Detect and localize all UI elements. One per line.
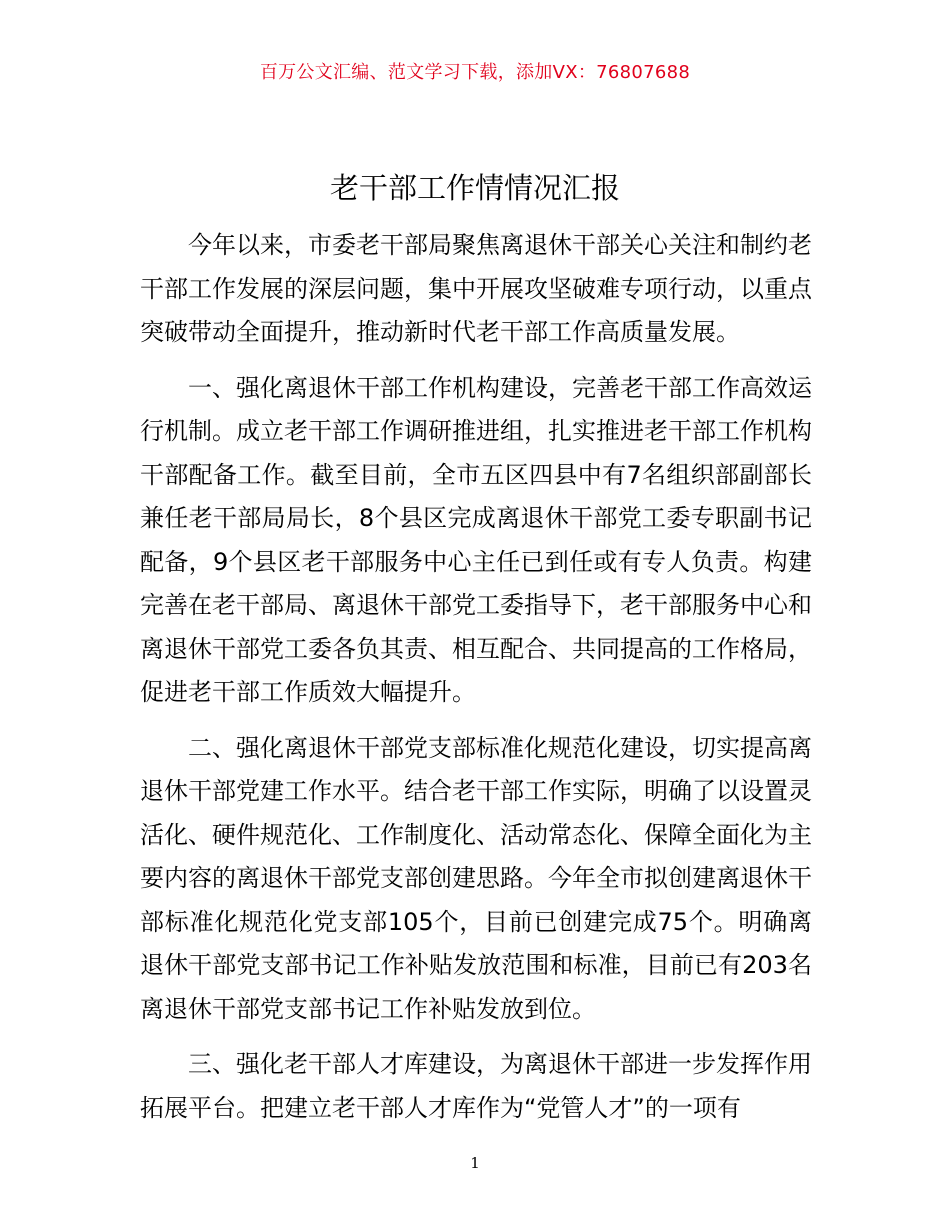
header-note: 百万公文汇编、范文学习下载，添加VX：76807688 xyxy=(259,62,691,83)
document-body xyxy=(140,224,812,1142)
paragraph-intro: 今年以来，市委老干部局聚焦离退休干部关心关注和制约老干部工作发展的深层问题，集中开展攻坚破难专项行动，以重点突破带动全面提升，推动新时代老干部工作高质量发展。 xyxy=(140,231,812,346)
paragraph-section-1: 一、强化离退休干部工作机构建设，完善老干部工作高效运行机制。成立老干部工作调研推进组，扎实推进老干部工作机构干部配备工作。截至目前，全市五区四县中有7名组织部副部长兼任老干部局局长，8个县区完成离退休干部党工委专职副书记配备，9个县区老干部服务中心主任已到任或有专人负责。构建完善在老干部局、离退休干部党工委指导下，老干部服务中心和离退休干部党工委各负其责、相互配合、共同提高的工作格局，促进老干部工作质效大幅提升。 xyxy=(140,373,812,706)
document-title: 老干部工作情情况汇报 xyxy=(329,171,620,205)
page-number: 1 xyxy=(470,1154,480,1172)
paragraph-section-3: 三、强化老干部人才库建设，为离退休干部进一步发挥作用拓展平台。把建立老干部人才库作为“党管人才”的一项有 xyxy=(140,1050,812,1122)
paragraph-section-2: 二、强化离退休干部党支部标准化规范化建设，切实提高离退休干部党建工作水平。结合老干部工作实际，明确了以设置灵活化、硬件规范化、工作制度化、活动常态化、保障全面化为主要内容的离退休干部党支部创建思路。今年全市拟创建离退休干部标准化规范化党支部105个，目前已创建完成75个。明确离退休干部党支部书记工作补贴发放范围和标准，目前已有203名离退休干部党支部书记工作补贴发放到位。 xyxy=(140,733,812,1023)
